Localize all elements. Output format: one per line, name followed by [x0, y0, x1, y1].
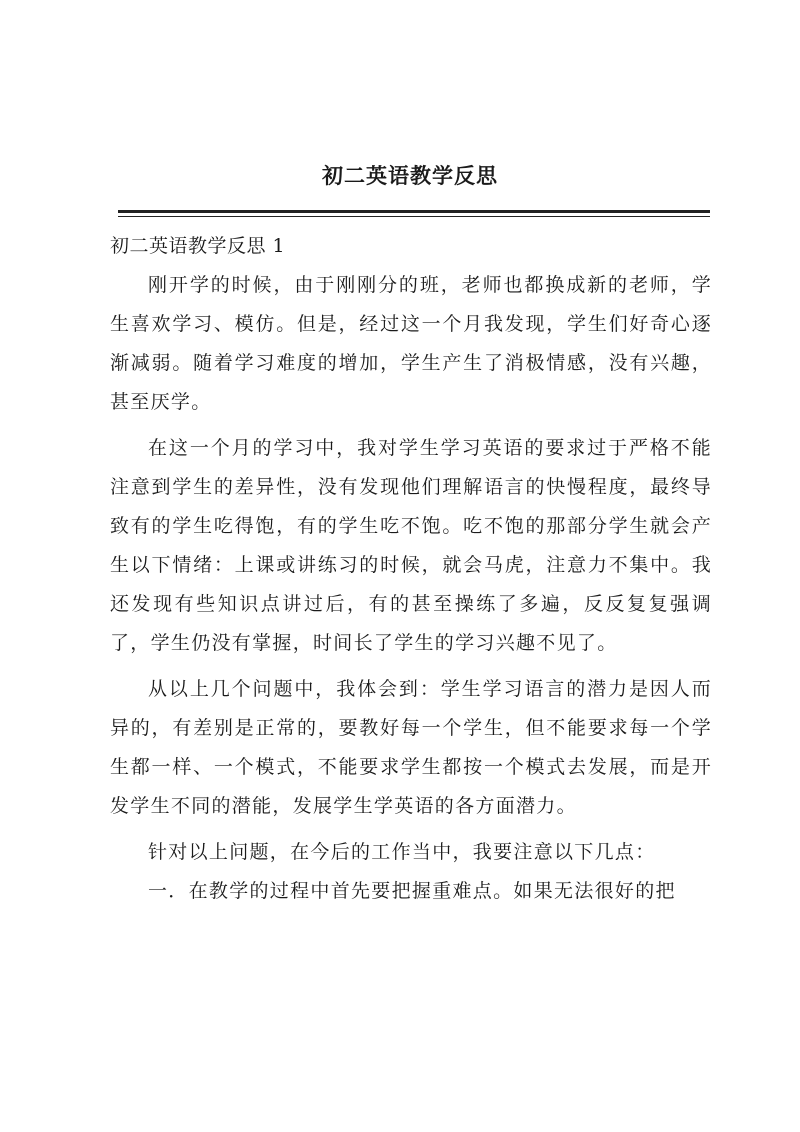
- paragraph-1: 刚开学的时候，由于刚刚分的班，老师也都换成新的老师，学生喜欢学习、模仿。但是，经过这一个月我发现，学生们好奇心逐渐减弱。随着学习难度的增加，学生产生了消极情感，没有兴趣，甚至厌学。: [110, 274, 712, 413]
- paragraph-3: 从以上几个问题中，我体会到：学生学习语言的潜力是因人而异的，有差别是正常的，要教好每一个学生，但不能要求每一个学生都一样、一个模式，不能要求学生都按一个模式去发展，而是开发学生不同的潜能，发展学生学英语的各方面潜力。: [110, 678, 712, 817]
- title-divider-thin: [118, 216, 710, 217]
- document-body: [110, 226, 712, 911]
- title-divider-thick: [118, 210, 710, 213]
- document-title: 初二英语教学反思: [322, 163, 498, 188]
- paragraph-4: 针对以上问题，在今后的工作当中，我要注意以下几点：: [148, 841, 656, 863]
- paragraph-5: 一．在教学的过程中首先要把握重难点。如果无法很好的把: [148, 880, 676, 902]
- section-heading: 初二英语教学反思 1: [110, 235, 286, 257]
- paragraph-2: 在这一个月的学习中，我对学生学习英语的要求过于严格不能注意到学生的差异性，没有发现他们理解语言的快慢程度，最终导致有的学生吃得饱，有的学生吃不饱。吃不饱的那部分学生就会产生以下情绪：上课或讲练习的时候，就会马虎，注意力不集中。我还发现有些知识点讲过后，有的甚至操练了多遍，反反复复强调了，学生仍没有掌握，时间长了学生的学习兴趣不见了。: [110, 437, 712, 654]
